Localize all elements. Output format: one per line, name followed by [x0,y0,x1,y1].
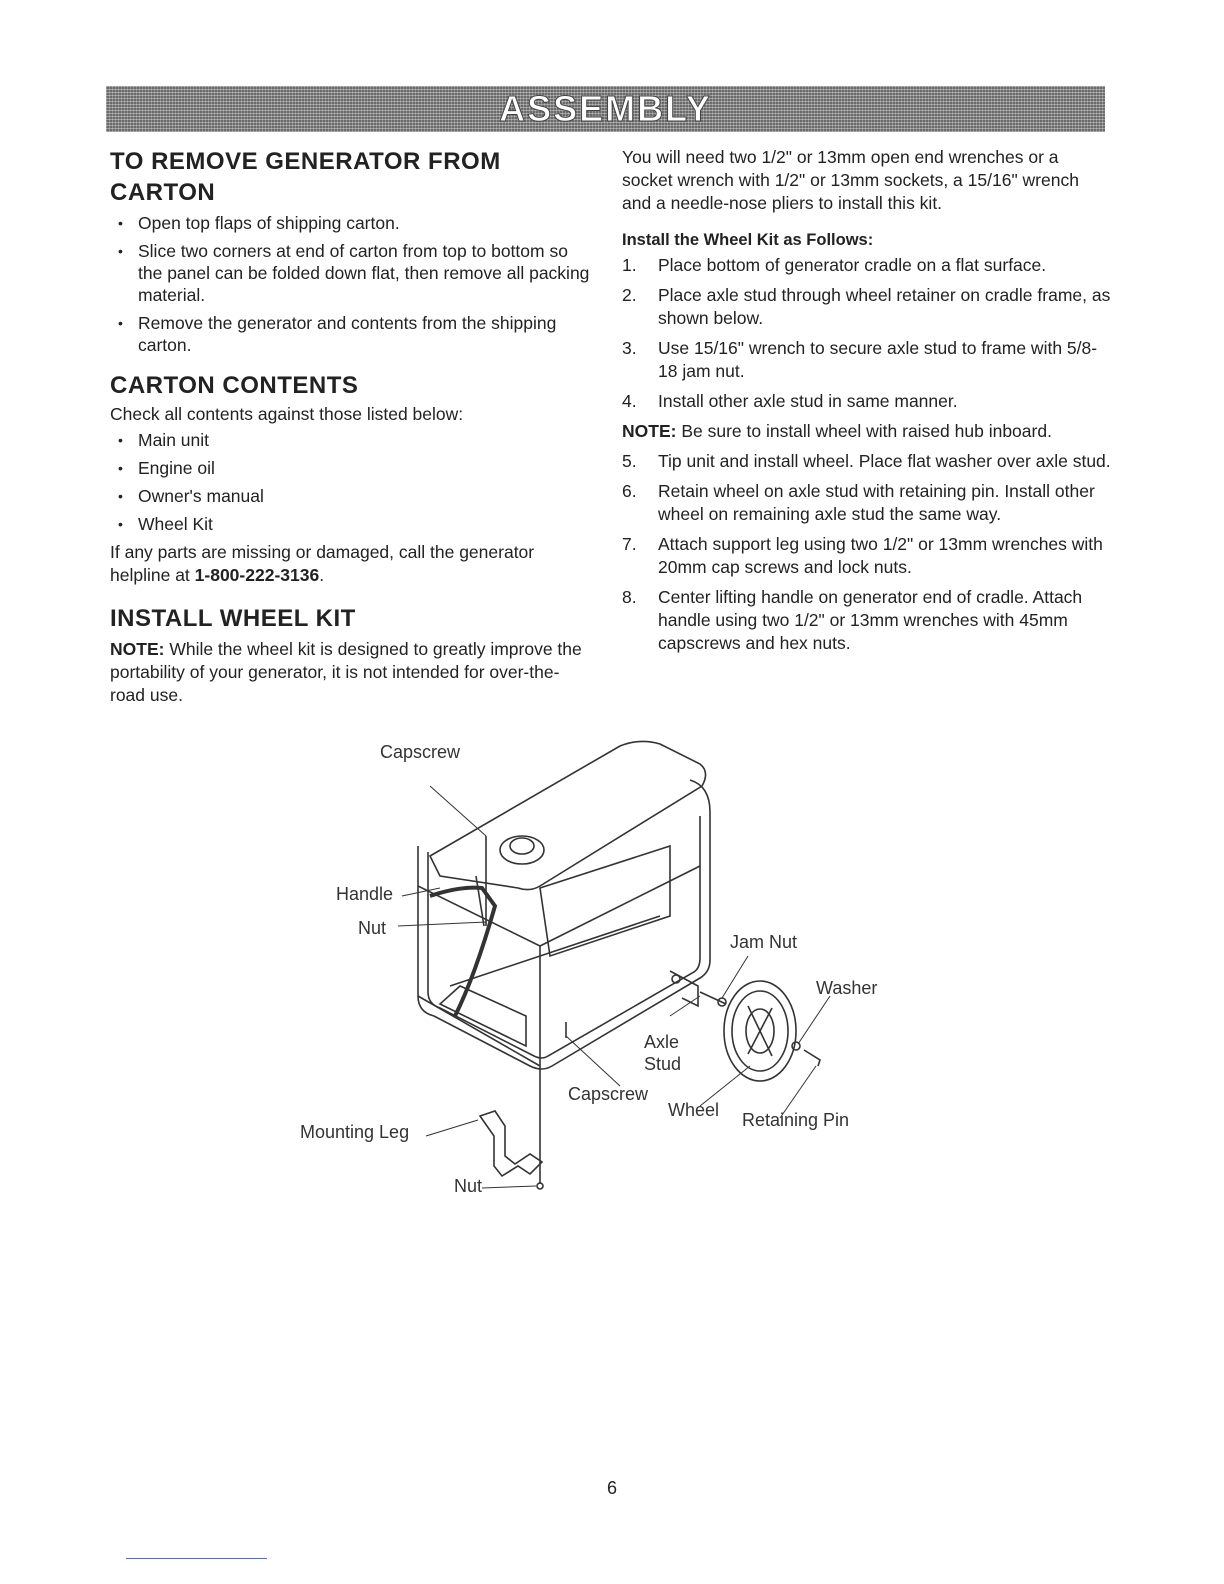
fuel-cap [500,836,544,864]
contents-intro: Check all contents against those listed below: [110,404,464,424]
generator-illustration [290,716,910,1206]
wheel-kit-diagram [290,716,910,1206]
label-washer: Washer [816,978,878,998]
list-item: • Owner's manual [110,485,590,507]
list-item: • Wheel Kit [110,513,590,535]
label-nut-top: Nut [358,918,387,938]
label-capscrew-top: Capscrew [380,742,461,762]
helpline-phone: 1-800-222-3136 [194,565,320,585]
cradle-frame [418,780,710,1069]
steps-list [622,254,1112,413]
retaining-pin [804,1050,820,1066]
banner-title: ASSEMBLY [499,88,712,129]
steps-list-2 [622,450,1112,655]
footer-rule [126,1558,267,1559]
list-item: • Slice two corners at end of carton from top to bottom so the panel can be folded down flat, then remove all packing material. [110,240,590,306]
list-item: • Engine oil [110,457,590,479]
step-item: 8. Center lifting handle on generator end of cradle. Attach handle using two 1/2" or 13mm wrenches with 45mm capscrews and hex nuts. [622,587,1083,653]
step-item: 7. Attach support leg using two 1/2" or 13mm wrenches with 20mm cap screws and lock nuts. [622,534,1103,577]
missing-parts-text [110,541,590,587]
list-item: • Open top flaps of shipping carton. [110,212,590,234]
step-item: 6. Retain wheel on axle stud with retaining pin. Install other wheel on remaining axle stud the same way. [622,481,1095,524]
steps-note [622,420,1112,443]
step-item: 4. Install other axle stud in same manner. [622,391,958,411]
steps-heading: Install the Wheel Kit as Follows: [622,231,874,249]
step-item: 1. Place bottom of generator cradle on a flat surface. [622,255,1047,275]
label-axle: Axle [644,1032,680,1052]
label-mounting-leg: Mounting Leg [300,1122,410,1142]
left-column [110,146,590,707]
tools-text: You will need two 1/2" or 13mm open end wrenches or a socket wrench with 1/2" or 13mm sockets, a 15/16" wrench and a needle-nose pliers to install this kit. [622,147,1079,213]
remove-list [110,212,590,356]
label-retaining-pin: Retaining Pin [742,1110,850,1130]
label-capscrew-bottom: Capscrew [568,1084,649,1104]
section-banner [106,86,1105,132]
label-jam-nut: Jam Nut [730,932,798,952]
missing-end: . [319,565,325,585]
fuel-tank [430,741,706,889]
label-nut-bottom: Nut [454,1176,483,1196]
contents-heading: CARTON CONTENTS [110,372,359,399]
label-handle: Handle [336,884,394,904]
note-text: Be sure to install wheel with raised hub inboard. [676,421,1052,441]
note-text: While the wheel kit is designed to greatly improve the portability of your generator, it is not intended for over-the-road use. [110,639,582,705]
list-item: • Remove the generator and contents from the shipping carton. [110,312,590,356]
label-wheel: Wheel [668,1100,720,1120]
step-item: 3. Use 15/16" wrench to secure axle stud to frame with 5/8-18 jam nut. [622,338,1098,381]
remove-heading: TO REMOVE GENERATOR FROM CARTON [110,148,501,206]
step-item: 2. Place axle stud through wheel retainer on cradle frame, as shown below. [622,285,1111,328]
wheelkit-heading: INSTALL WHEEL KIT [110,605,356,632]
missing-text: If any parts are missing or damaged, call the generator helpline at [110,542,535,585]
wheelkit-note [110,638,590,707]
note-label: NOTE: [110,639,165,659]
page-number: 6 [606,1478,617,1498]
note-label: NOTE: [622,421,677,441]
list-item: • Main unit [110,429,590,451]
mounting-leg [480,1111,542,1176]
contents-list [110,429,590,535]
step-item: 5. Tip unit and install wheel. Place flat washer over axle stud. [622,451,1111,471]
right-column [622,146,1112,662]
label-stud: Stud [644,1054,682,1074]
